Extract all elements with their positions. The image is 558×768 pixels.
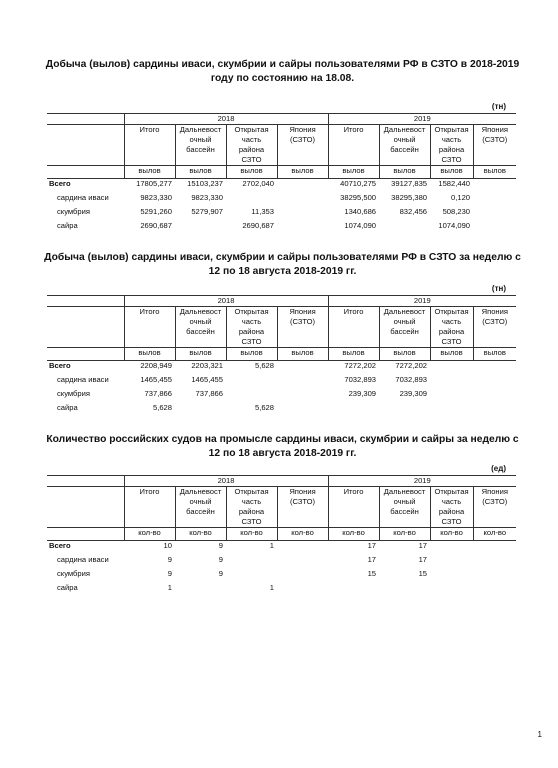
column-header: Япония (СЗТО) — [277, 125, 328, 166]
value-cell — [430, 389, 473, 403]
year-header: 2019 — [328, 114, 516, 125]
value-cell — [175, 403, 226, 417]
value-cell: 9 — [218, 555, 223, 564]
subheader-cell: вылов — [473, 348, 516, 361]
value-cell: 1 — [269, 541, 274, 550]
value-cell: 5,628 — [254, 361, 274, 370]
column-header: Открытая часть района СЗТО — [430, 125, 473, 166]
value-cell — [175, 583, 226, 597]
subheader-cell: вылов — [473, 166, 516, 179]
block-1-table — [47, 113, 516, 235]
value-cell — [277, 541, 328, 556]
row-label: Всего — [49, 179, 71, 188]
block-3-title: Количество российских судов на промысле сардины иваси, скумбрии и сайры за неделю с 12 по 18 августа 2018-2019 гг. — [46, 434, 519, 459]
table-row — [47, 541, 516, 556]
value-cell — [430, 569, 473, 583]
value-cell: 832,456 — [399, 207, 428, 216]
subheader-cell: вылов — [328, 166, 379, 179]
value-cell — [226, 375, 277, 389]
value-cell — [473, 221, 516, 235]
column-header: Итого — [328, 125, 379, 166]
value-cell — [473, 541, 516, 556]
value-cell — [277, 583, 328, 597]
value-cell: 239,309 — [399, 389, 428, 398]
value-cell — [277, 555, 328, 569]
column-header: Открытая часть района СЗТО — [430, 307, 473, 348]
column-header: Япония (СЗТО) — [473, 487, 516, 528]
value-cell: 15 — [367, 569, 377, 578]
table-row — [47, 193, 516, 207]
row-label: сайра — [57, 583, 78, 592]
value-cell — [226, 569, 277, 583]
value-cell: 2690,687 — [242, 221, 274, 230]
value-cell: 7032,893 — [395, 375, 428, 384]
column-header: Итого — [124, 487, 175, 528]
row-label: скумбрия — [57, 569, 90, 578]
table-row — [47, 555, 516, 569]
column-header: Открытая часть района СЗТО — [226, 125, 277, 166]
column-header: Дальневост очный бассейн — [379, 307, 430, 348]
value-cell — [277, 207, 328, 221]
value-cell — [226, 389, 277, 403]
table-row — [47, 221, 516, 235]
subheader-cell: вылов — [328, 348, 379, 361]
value-cell: 40710,275 — [340, 179, 377, 188]
block-2-unit: (тн) — [491, 284, 506, 293]
value-cell: 0,120 — [451, 193, 471, 202]
value-cell: 1465,455 — [140, 375, 172, 384]
value-cell: 7272,202 — [395, 361, 428, 370]
row-label: сайра — [57, 403, 78, 412]
value-cell — [328, 403, 379, 417]
value-cell — [473, 403, 516, 417]
value-cell: 2203,321 — [191, 361, 223, 370]
value-cell: 17 — [418, 541, 428, 550]
value-cell: 5,628 — [254, 403, 274, 412]
row-label: сайра — [57, 221, 78, 230]
value-cell: 2208,949 — [140, 361, 172, 370]
value-cell — [226, 555, 277, 569]
value-cell: 2690,687 — [140, 221, 172, 230]
value-cell — [430, 583, 473, 597]
subheader-cell: вылов — [379, 166, 430, 179]
value-cell — [175, 221, 226, 235]
subheader-cell: вылов — [124, 166, 175, 179]
value-cell: 737,866 — [144, 389, 172, 398]
year-header: 2019 — [328, 476, 516, 487]
row-label: Всего — [49, 361, 71, 370]
column-header: Дальневост очный бассейн — [175, 125, 226, 166]
table-row — [47, 375, 516, 389]
value-cell — [328, 583, 379, 597]
table-row — [47, 207, 516, 221]
block-2-table — [47, 295, 516, 417]
value-cell — [430, 375, 473, 389]
value-cell — [277, 193, 328, 207]
subheader-cell: кол-во — [328, 528, 379, 541]
value-cell — [473, 375, 516, 389]
value-cell — [430, 361, 473, 376]
value-cell — [379, 221, 430, 235]
value-cell: 17805,277 — [136, 179, 172, 188]
value-cell — [277, 179, 328, 194]
column-header: Открытая часть района СЗТО — [226, 487, 277, 528]
page-number: 1 — [537, 730, 542, 739]
year-header: 2018 — [124, 114, 328, 125]
table-row — [47, 179, 516, 194]
value-cell: 9823,330 — [140, 193, 172, 202]
value-cell — [473, 179, 516, 194]
value-cell: 5279,907 — [191, 207, 223, 216]
subheader-cell: кол-во — [473, 528, 516, 541]
subheader-cell: вылов — [226, 348, 277, 361]
block-1-unit: (тн) — [491, 102, 506, 111]
column-header: Дальневост очный бассейн — [379, 487, 430, 528]
value-cell — [277, 569, 328, 583]
column-header: Дальневост очный бассейн — [175, 487, 226, 528]
subheader-cell: кол-во — [430, 528, 473, 541]
row-label: скумбрия — [57, 389, 90, 398]
column-header: Итого — [328, 487, 379, 528]
value-cell — [430, 555, 473, 569]
value-cell — [277, 375, 328, 389]
value-cell: 1 — [269, 583, 274, 592]
value-cell: 239,309 — [348, 389, 377, 398]
value-cell — [379, 403, 430, 417]
value-cell: 9 — [167, 555, 172, 564]
value-cell: 508,230 — [442, 207, 471, 216]
column-header: Открытая часть района СЗТО — [226, 307, 277, 348]
value-cell — [277, 403, 328, 417]
value-cell: 1465,455 — [191, 375, 223, 384]
table-row — [47, 389, 516, 403]
value-cell: 7032,893 — [344, 375, 377, 384]
value-cell — [473, 389, 516, 403]
column-header: Япония (СЗТО) — [473, 125, 516, 166]
column-header: Дальневост очный бассейн — [175, 307, 226, 348]
value-cell: 5,628 — [152, 403, 172, 412]
row-label: скумбрия — [57, 207, 90, 216]
value-cell — [473, 555, 516, 569]
column-header: Япония (СЗТО) — [277, 487, 328, 528]
value-cell — [473, 583, 516, 597]
subheader-cell: вылов — [175, 166, 226, 179]
value-cell: 7272,202 — [344, 361, 377, 370]
subheader-cell: вылов — [124, 348, 175, 361]
subheader-cell: кол-во — [124, 528, 175, 541]
value-cell — [473, 193, 516, 207]
subheader-cell: вылов — [430, 348, 473, 361]
value-cell: 17 — [418, 555, 428, 564]
value-cell: 9823,330 — [191, 193, 223, 202]
column-header: Итого — [124, 307, 175, 348]
value-cell — [277, 221, 328, 235]
row-label: Всего — [49, 541, 71, 550]
value-cell: 15103,237 — [187, 179, 223, 188]
subheader-cell: вылов — [175, 348, 226, 361]
subheader-cell: кол-во — [226, 528, 277, 541]
table-row — [47, 361, 516, 376]
subheader-cell: вылов — [277, 348, 328, 361]
value-cell: 1582,440 — [438, 179, 471, 188]
value-cell: 9 — [167, 569, 172, 578]
row-label: сардина иваси — [57, 555, 109, 564]
value-cell: 2702,040 — [242, 179, 274, 188]
subheader-cell: вылов — [430, 166, 473, 179]
block-1-title: Добыча (вылов) сардины иваси, скумбрии и сайры пользователями РФ в СЗТО в 2018-2019 году по состоянию на 18.08. — [45, 59, 520, 84]
year-header: 2019 — [328, 296, 516, 307]
value-cell: 1340,686 — [344, 207, 377, 216]
year-header: 2018 — [124, 476, 328, 487]
subheader-cell: кол-во — [175, 528, 226, 541]
value-cell — [226, 193, 277, 207]
value-cell — [430, 403, 473, 417]
value-cell: 9 — [218, 541, 223, 550]
subheader-cell: вылов — [226, 166, 277, 179]
block-3-unit: (ед) — [491, 464, 506, 473]
value-cell — [473, 361, 516, 376]
value-cell: 17 — [367, 541, 377, 550]
row-label: сардина иваси — [57, 193, 109, 202]
table-row — [47, 569, 516, 583]
value-cell: 737,866 — [195, 389, 223, 398]
value-cell: 10 — [163, 541, 172, 550]
row-label: сардина иваси — [57, 375, 109, 384]
value-cell — [277, 389, 328, 403]
value-cell: 5291,260 — [140, 207, 172, 216]
value-cell — [379, 583, 430, 597]
value-cell: 9 — [218, 569, 223, 578]
value-cell: 39127,835 — [391, 179, 428, 188]
subheader-cell: кол-во — [379, 528, 430, 541]
value-cell — [430, 541, 473, 556]
column-header: Япония (СЗТО) — [277, 307, 328, 348]
column-header: Итого — [328, 307, 379, 348]
table-row — [47, 403, 516, 417]
value-cell: 1 — [167, 583, 172, 592]
year-header: 2018 — [124, 296, 328, 307]
subheader-cell: вылов — [277, 166, 328, 179]
value-cell — [277, 361, 328, 376]
block-2-title: Добыча (вылов) сардины иваси, скумбрии и сайры пользователями РФ в СЗТО за неделю с 12 по 18 августа 2018-2019 гг. — [44, 252, 521, 277]
column-header: Япония (СЗТО) — [473, 307, 516, 348]
column-header: Дальневост очный бассейн — [379, 125, 430, 166]
value-cell — [473, 569, 516, 583]
value-cell: 11,353 — [251, 207, 274, 216]
value-cell: 17 — [367, 555, 377, 564]
column-header: Итого — [124, 125, 175, 166]
block-3-table — [47, 475, 516, 597]
value-cell: 38295,380 — [391, 193, 428, 202]
column-header: Открытая часть района СЗТО — [430, 487, 473, 528]
table-row — [47, 583, 516, 597]
subheader-cell: вылов — [379, 348, 430, 361]
value-cell: 38295,500 — [340, 193, 377, 202]
value-cell: 15 — [418, 569, 428, 578]
value-cell: 1074,090 — [344, 221, 377, 230]
value-cell — [473, 207, 516, 221]
subheader-cell: кол-во — [277, 528, 328, 541]
value-cell: 1074,090 — [438, 221, 471, 230]
